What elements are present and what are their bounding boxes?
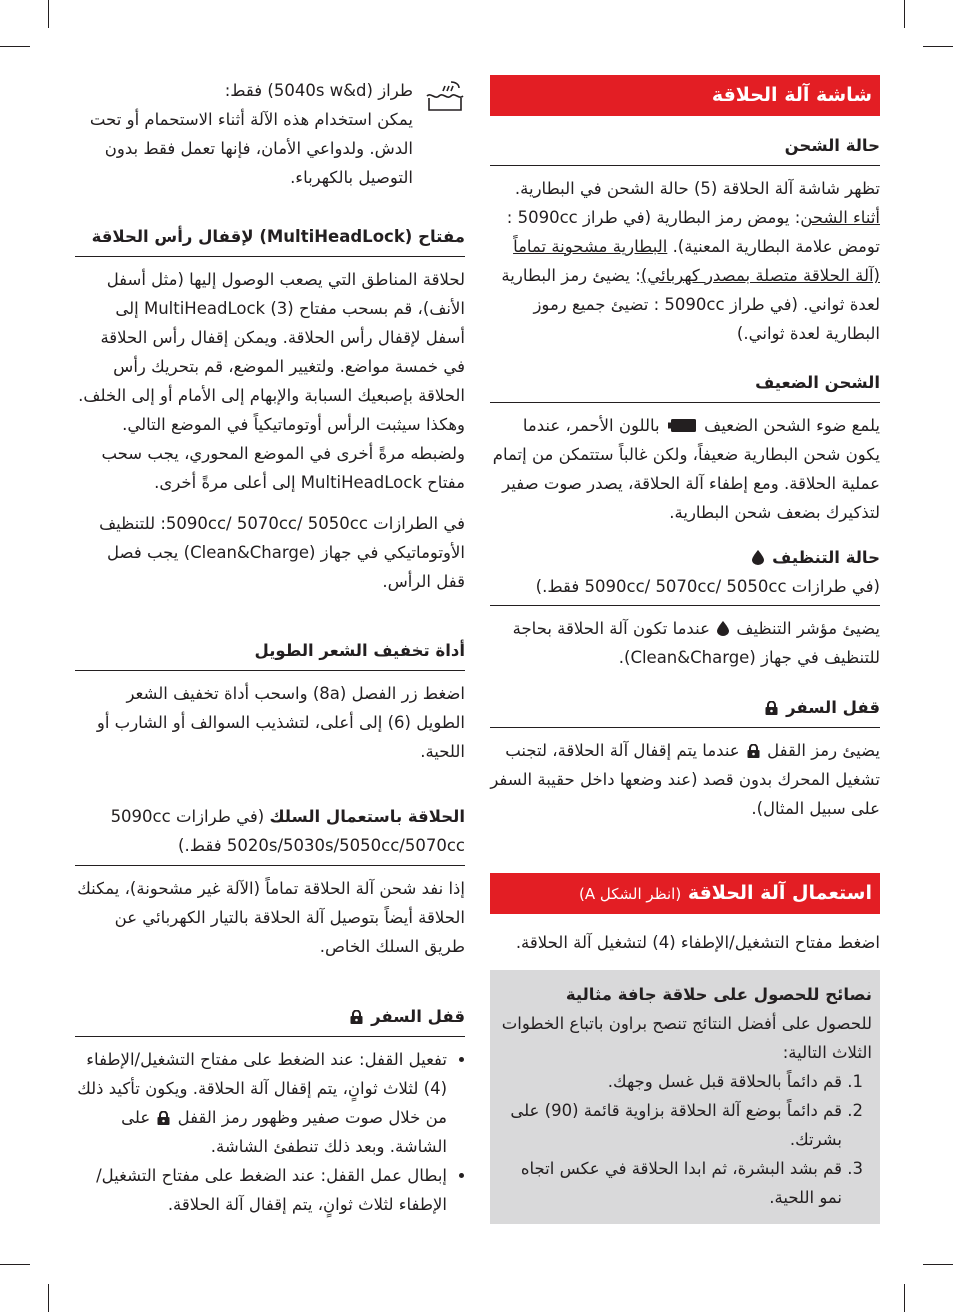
- crop-mark: [904, 1284, 905, 1312]
- shower-icon: [425, 80, 465, 114]
- usage-text: اضغط مفتاح التشغيل/الإطفاء (4) لتشغيل آلة الحلاقة.: [515, 933, 880, 952]
- wet-dry-model: طراز (5040s w&d) فقط:: [224, 81, 413, 100]
- lock-icon: [157, 1111, 170, 1125]
- multihead-heading: مفتاح (MultiHeadLock) لإقفال رأس الحلاقة: [75, 222, 465, 257]
- tips-list: [498, 1067, 872, 1212]
- low-charge-text-a: يلمع ضوء الشحن الضعيف: [704, 416, 880, 435]
- multihead-note: في الطرازات 5090cc/ 5070cc/ 5050cc: للتنظيف الأوتوماتيكي في جهاز (Clean&Charge) يجب فصل قفل الرأس.: [99, 514, 465, 591]
- crop-mark: [0, 46, 30, 47]
- water-drop-icon: [752, 550, 764, 565]
- travel-lock-bullet-1a: تفعيل القفل: عند الضغط على مفتاح التشغيل/الإطفاء (4) لثلاث ثوانٍ، يتم إقفال آلة الحلاقة. ويكون تأكيد ذلك من خلال صوت صفير وظهور رمز القفل: [77, 1050, 447, 1127]
- travel-lock-heading-text: قفل السفر: [786, 698, 880, 717]
- cleaning-status-text: [490, 614, 880, 672]
- corded-heading: [75, 802, 465, 866]
- water-drop-icon: [717, 621, 729, 636]
- charge-status-body: تظهر شاشة آلة الحلاقة (5) حالة الشحن في البطارية.: [514, 179, 880, 198]
- trimmer-heading: أداة تخفيف الشعر الطويل: [75, 636, 465, 671]
- travel-lock-heading: [490, 693, 880, 728]
- crop-mark: [0, 1264, 30, 1265]
- travel-lock-usage-heading: [75, 1002, 465, 1037]
- travel-lock-text: [490, 736, 880, 823]
- cleaning-status-section: [490, 543, 880, 672]
- travel-lock-bullet-1b: على الشاشة. وبعد ذلك تنطفئ الشاشة.: [121, 1108, 447, 1156]
- tips-heading: نصائح للحصول على حلاقة جافة مثالية: [565, 985, 872, 1004]
- low-charge-section: [490, 368, 880, 527]
- charge-status-heading: حالة الشحن: [490, 131, 880, 166]
- travel-lock-bullet: • إبطال عمل القفل: عند الضغط على مفتاح التشغيل/الإطفاء لثلاث ثوانٍ، يتم إقفال آلة الحلاقة.: [75, 1161, 447, 1219]
- low-charge-text-b: باللون الأحمر، عندما يكون شحن البطارية ضعيفاً، ولكن غالباً ستتمكن من إتمام عملية الحلاقة. ومع إطفاء آلة الحلاقة، يصدر صوت صفير لتذكيرك بضعف شحن البطارية.: [492, 416, 880, 522]
- travel-lock-usage-section: [75, 1002, 465, 1219]
- lock-icon: [747, 744, 760, 758]
- trimmer-text: اضغط زر الفصل (8a) واسحب أداة تخفيف الشعر الطويل (6) إلى أعلى، لتشذيب السوالف أو الشارب أو اللحية.: [96, 684, 465, 761]
- crop-mark: [48, 0, 49, 28]
- display-section-bar: شاشة آلة الحلاقة: [490, 75, 880, 116]
- low-charge-text: [490, 411, 880, 527]
- cleaning-status-heading-line: [490, 543, 880, 572]
- usage-bar-note: (انظر الشكل A): [579, 885, 682, 903]
- tips-intro: للحصول على أفضل النتائج تنصح براون باتباع الخطوات الثلاث التالية:: [501, 1014, 872, 1062]
- crop-mark: [923, 1264, 953, 1265]
- cleaning-status-text-a: يضيئ مؤشر التنظيف: [736, 619, 880, 638]
- crop-mark: [923, 46, 953, 47]
- travel-lock-text-a: يضيئ رمز القفل: [767, 741, 880, 760]
- cleaning-status-heading: حالة التنظيف: [772, 548, 880, 567]
- tips-item: 3. قم بشد البشرة، ثم ابدا الحلاقة في عكس اتجاه نمو اللحية.: [498, 1154, 842, 1212]
- wet-dry-text: يمكن استخدام هذه الآلة أثناء الاستحمام أو تحت الدش. ولدواعي الأمان، فإنها تعمل فقط بدون التوصيل بالكهرباء.: [89, 110, 413, 187]
- corded-heading-bold: الحلاقة باستعمال السلك: [269, 807, 465, 826]
- charge-status-section: [490, 131, 880, 348]
- travel-lock-bullets: [75, 1045, 465, 1219]
- full-charge-text: : يضيئ رمز البطارية لعدة ثواني. (في طراز 5090cc : تضيئ جميع رموز البطارية لعدة ثواني.): [501, 266, 880, 343]
- lock-icon: [350, 1010, 363, 1024]
- tips-box: [490, 970, 880, 1224]
- trimmer-section: [75, 636, 465, 766]
- during-charge-text: : يومض رمز البطارية (في طراز 5090cc : تومض علامة البطارية المعنية).: [506, 208, 880, 256]
- travel-lock-bullet: [75, 1045, 447, 1161]
- cleaning-status-text-b: عندما تكون آلة الحلاقة بحاجة للتنظيف في جهاز (Clean&Charge).: [512, 619, 880, 667]
- corded-text: إذا نفد شحن آلة الحلاقة تماماً (الآلة غير مشحونة)، يمكنك الحلاقة أيضاً بتوصيل آلة الحلاقة بالتيار الكهربائي عن طريق السلك الخاص.: [77, 879, 465, 956]
- crop-mark: [48, 1284, 49, 1312]
- travel-lock-info-section: [490, 693, 880, 823]
- charge-status-text: [490, 174, 880, 348]
- corded-heading-models: (في طرازات 5090cc 5020s/5030s/5050cc/5070cc فقط.): [110, 807, 465, 855]
- multihead-section: [75, 222, 465, 596]
- wet-dry-section: [75, 76, 465, 192]
- corded-section: [75, 802, 465, 961]
- travel-lock-text-b: عندما يتم إقفال آلة الحلاقة، لتجنب تشغيل المحرك بدون قصد (عند وضعها داخل حقيبة السفر على سبيل المثال).: [490, 741, 880, 818]
- crop-mark: [904, 0, 905, 28]
- low-battery-icon: [668, 419, 696, 432]
- cleaning-status-sub: (في طرازات 5090cc/ 5070cc/ 5050cc فقط.): [490, 572, 880, 606]
- tips-item: 2. قم دائماً بوضع آلة الحلاقة بزاوية قائمة (90) على بشرتك.: [498, 1096, 842, 1154]
- multihead-text: لحلاقة المناطق التي يصعب الوصول إليها (مثل أسفل الأنف)، قم بسحب مفتاح (3) MultiHeadLock إلى أسفل لإقفال رأس الحلاقة. ويمكن إقفال رأس الحلاقة في خمسة مواضع. ولتغيير الموضع، قم بتحريك رأس الحلاقة بإصبعيك السبابة والإبهام إلى الأمام أو إلى الخلف. وهكذا سيثبت الرأس أوتوماتيكياً في الموضع التالي. ولضبطه مرةً أخرى في الموضع المحوري، يجب سحب مفتاح MultiHeadLock إلى أعلى مرةً أخرى.: [78, 270, 465, 492]
- usage-bar-title: استعمال آلة الحلاقة: [687, 882, 872, 904]
- low-charge-heading: الشحن الضعيف: [490, 368, 880, 403]
- during-charge-label: أثناء الشحن: [800, 208, 880, 227]
- tips-item: 1. قم دائماً بالحلاقة قبل غسل وجهك.: [498, 1067, 842, 1096]
- lock-icon: [765, 701, 778, 715]
- full-charge-label: البطارية مشحونة تماماً (آلة الحلاقة متصلة بمصدر كهربائي): [513, 237, 880, 285]
- travel-lock-usage-heading-text: قفل السفر: [371, 1007, 465, 1026]
- usage-section-bar: [490, 873, 880, 914]
